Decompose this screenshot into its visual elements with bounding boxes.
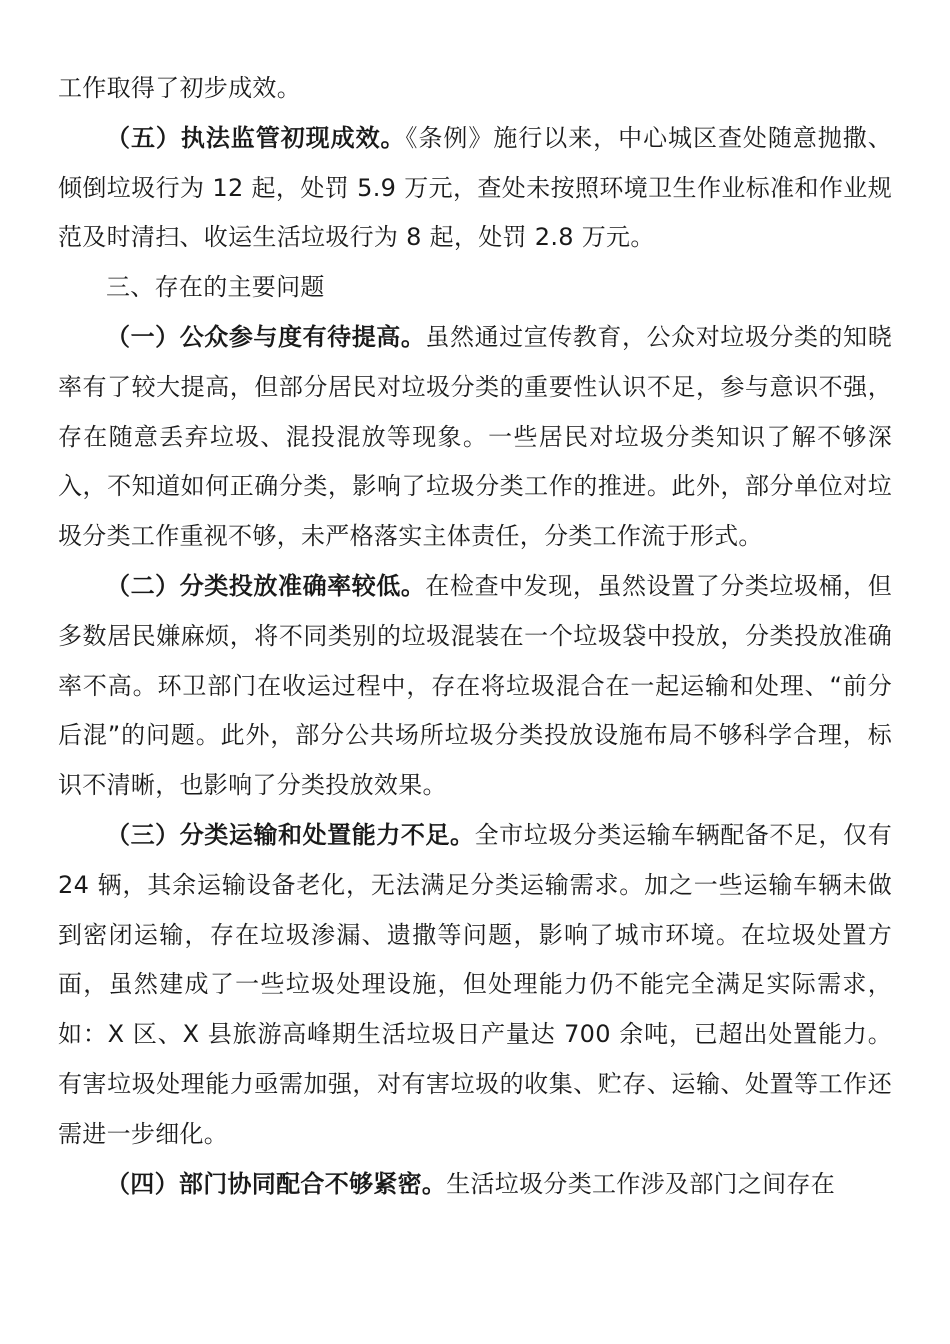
item-5-heading: （五）执法监管初现成效。 xyxy=(106,123,406,152)
problem-4-heading: （四）部门协同配合不够紧密。 xyxy=(106,1169,447,1198)
section-title: 三、存在的主要问题 xyxy=(106,273,325,302)
problem-4-body: 生活垃圾分类工作涉及部门之间存在 xyxy=(446,1169,836,1198)
problem-4-paragraph xyxy=(58,1160,892,1210)
problem-3-body: 全市垃圾分类运输车辆配备不足，仅有 24 辆，其余运输设备老化，无法满足分类运输需求。加之一些运输车辆未做到密闭运输，存在垃圾渗漏、遗撒等问题，影响了城市环境。在垃圾处置方面，虽然建成了一些垃圾处理设施，但处理能力仍不能完全满足实际需求，如：X 区、X 县旅游高峰期生活垃圾日产量达 700 余吨，已超出处置能力。有害垃圾处理能力亟需加强，对有害垃圾的收集、贮存、运输、处置等工作还需进一步细化。 xyxy=(58,820,892,1148)
problem-2-paragraph xyxy=(58,562,892,811)
problem-2-heading: （二）分类投放准确率较低。 xyxy=(106,571,426,600)
continuation-paragraph: 工作取得了初步成效。 xyxy=(58,74,301,102)
document-page xyxy=(58,64,892,1209)
problem-2-body: 在检查中发现，虽然设置了分类垃圾桶，但多数居民嫌麻烦，将不同类别的垃圾混装在一个垃圾袋中投放，分类投放准确率不高。环卫部门在收运过程中，存在将垃圾混合在一起运输和处理、“前分后混”的问题。此外，部分公共场所垃圾分类投放设施布局不够科学合理，标识不清晰，也影响了分类投放效果。 xyxy=(58,571,892,800)
problem-1-body: 虽然通过宣传教育，公众对垃圾分类的知晓率有了较大提高，但部分居民对垃圾分类的重要性认识不足，参与意识不强，存在随意丢弃垃圾、混投混放等现象。一些居民对垃圾分类知识了解不够深入，不知道如何正确分类，影响了垃圾分类工作的推进。此外，部分单位对垃圾分类工作重视不够，未严格落实主体责任，分类工作流于形式。 xyxy=(58,322,892,551)
problem-1-paragraph xyxy=(58,313,892,562)
item-5-paragraph xyxy=(58,114,892,263)
problem-3-heading: （三）分类运输和处置能力不足。 xyxy=(106,820,475,849)
problem-3-paragraph xyxy=(58,811,892,1160)
item-5-body: 《条例》施行以来，中心城区查处随意抛撒、倾倒垃圾行为 12 起，处罚 5.9 万元，查处未按照环境卫生作业标准和作业规范及时清扫、收运生活垃圾行为 8 起，处罚 2.8 万元。 xyxy=(58,123,892,252)
problem-1-heading: （一）公众参与度有待提高。 xyxy=(106,322,426,351)
